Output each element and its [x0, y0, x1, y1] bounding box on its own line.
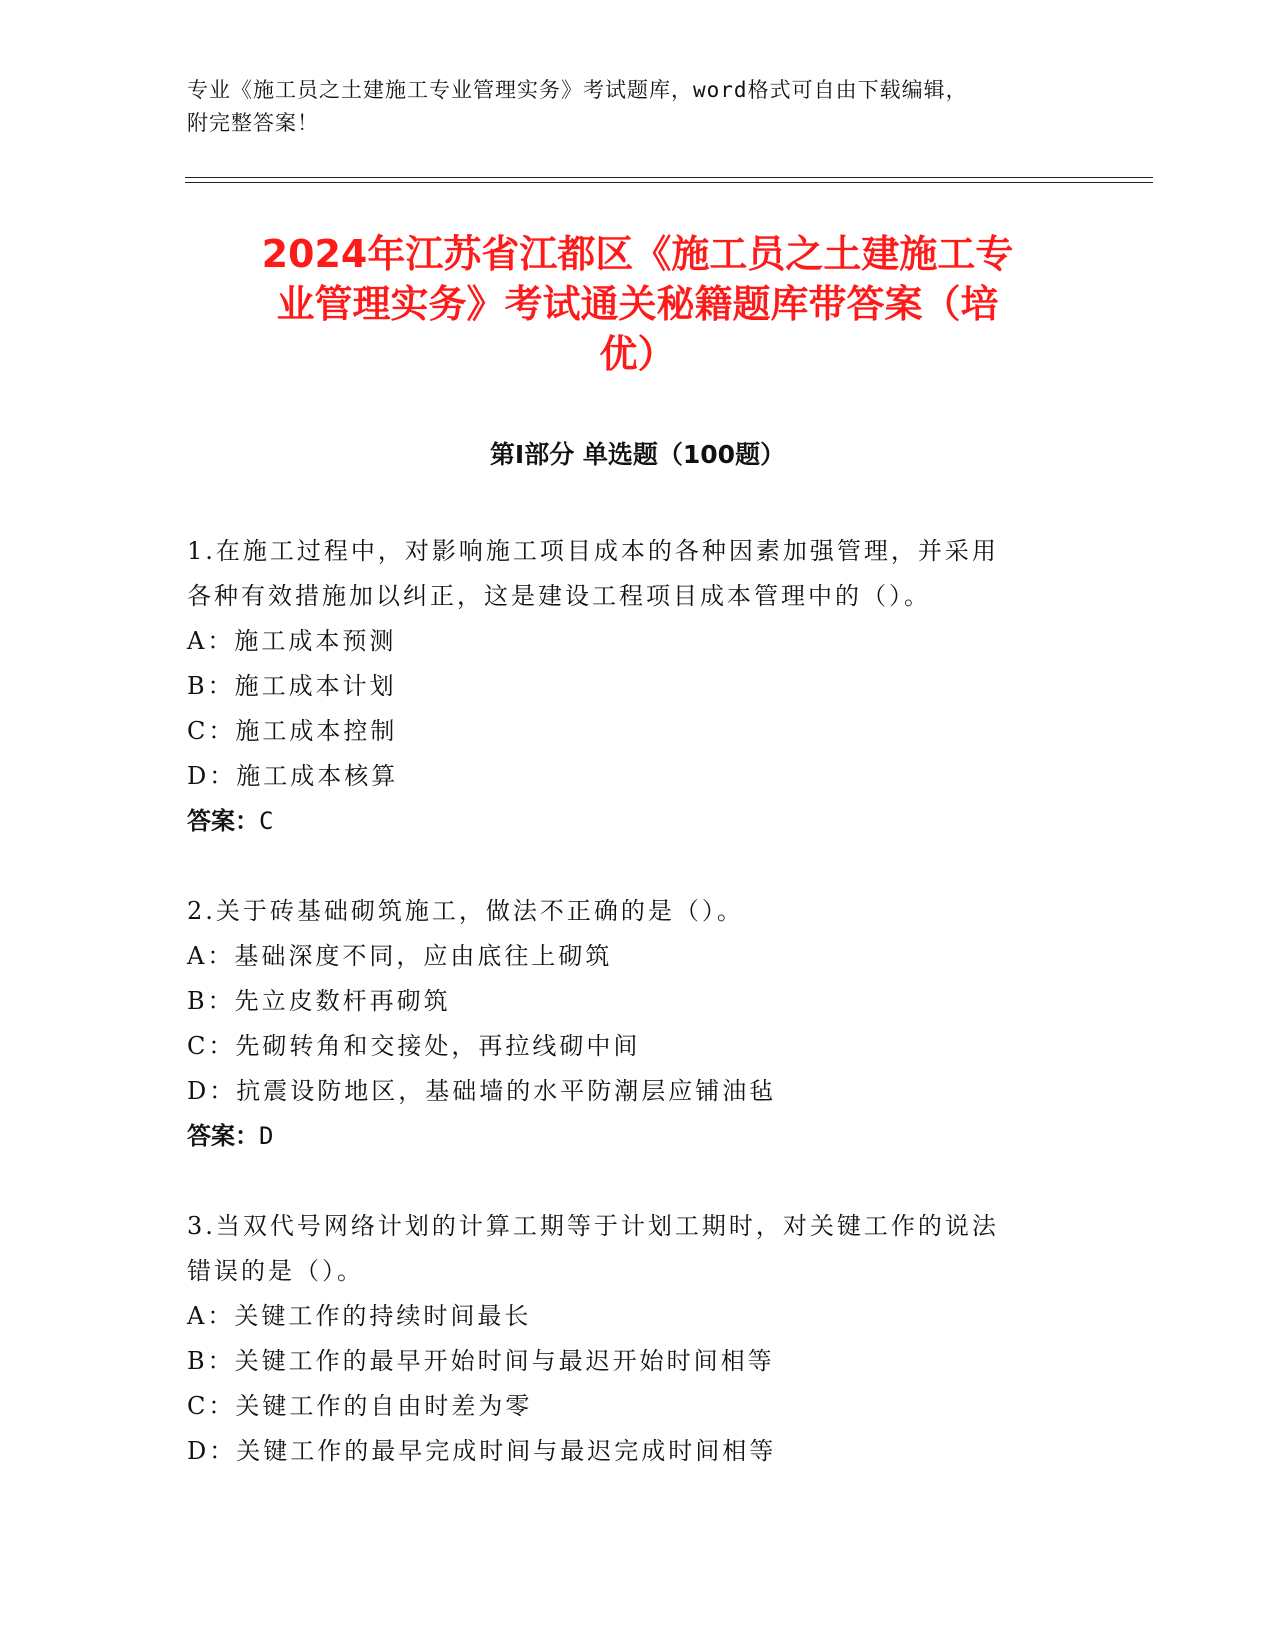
option-b: B：关键工作的最早开始时间与最迟开始时间相等 — [187, 1347, 775, 1375]
option-b: B：先立皮数杆再砌筑 — [187, 987, 451, 1015]
header-divider-bottom — [185, 182, 1153, 183]
option-d: D：施工成本核算 — [187, 762, 399, 790]
option-c: C：先砌转角和交接处，再拉线砌中间 — [187, 1032, 641, 1060]
answer-label: 答案： — [187, 1122, 259, 1150]
option-b: B：施工成本计划 — [187, 672, 397, 700]
question-1 — [187, 529, 1067, 844]
question-stem-line: 各种有效措施加以纠正，这是建设工程项目成本管理中的（）。 — [187, 582, 931, 610]
answer-value: D — [259, 1122, 274, 1150]
question-stem-line: 1.在施工过程中，对影响施工项目成本的各种因素加强管理，并采用 — [187, 537, 999, 565]
document-title-line-3: 优） — [599, 332, 676, 376]
answer — [187, 1114, 1067, 1159]
document-title — [185, 229, 1090, 379]
option-d: D：抗震设防地区，基础墙的水平防潮层应铺油毡 — [187, 1077, 777, 1105]
header-note-line-2: 附完整答案！ — [187, 111, 319, 135]
answer-value: C — [259, 807, 274, 835]
question-list — [187, 529, 1067, 1519]
option-a: A：关键工作的持续时间最长 — [187, 1302, 532, 1330]
header-divider-top — [185, 177, 1153, 178]
question-stem-line: 错误的是（）。 — [187, 1257, 364, 1285]
option-c: C：施工成本控制 — [187, 717, 398, 745]
option-c: C：关键工作的自由时差为零 — [187, 1392, 533, 1420]
option-a: A：施工成本预测 — [187, 627, 397, 655]
header-note — [187, 74, 1087, 140]
question-stem-line: 3.当双代号网络计划的计算工期等于计划工期时，对关键工作的说法 — [187, 1212, 999, 1240]
answer-label: 答案： — [187, 807, 259, 835]
document-title-line-2: 业管理实务》考试通关秘籍题库带答案（培 — [276, 282, 999, 326]
section-title: 第Ⅰ部分 单选题（100题） — [489, 440, 786, 469]
answer — [187, 799, 1067, 844]
question-2 — [187, 889, 1067, 1159]
option-d: D：关键工作的最早完成时间与最迟完成时间相等 — [187, 1437, 777, 1465]
question-3 — [187, 1204, 1067, 1474]
question-stem-line: 2.关于砖基础砌筑施工，做法不正确的是（）。 — [187, 897, 744, 925]
option-a: A：基础深度不同，应由底往上砌筑 — [187, 942, 613, 970]
document-title-line-1: 2024年江苏省江都区《施工员之土建施工专 — [261, 232, 1014, 276]
header-note-line-1: 专业《施工员之土建施工专业管理实务》考试题库，word格式可自由下载编辑， — [187, 78, 968, 102]
